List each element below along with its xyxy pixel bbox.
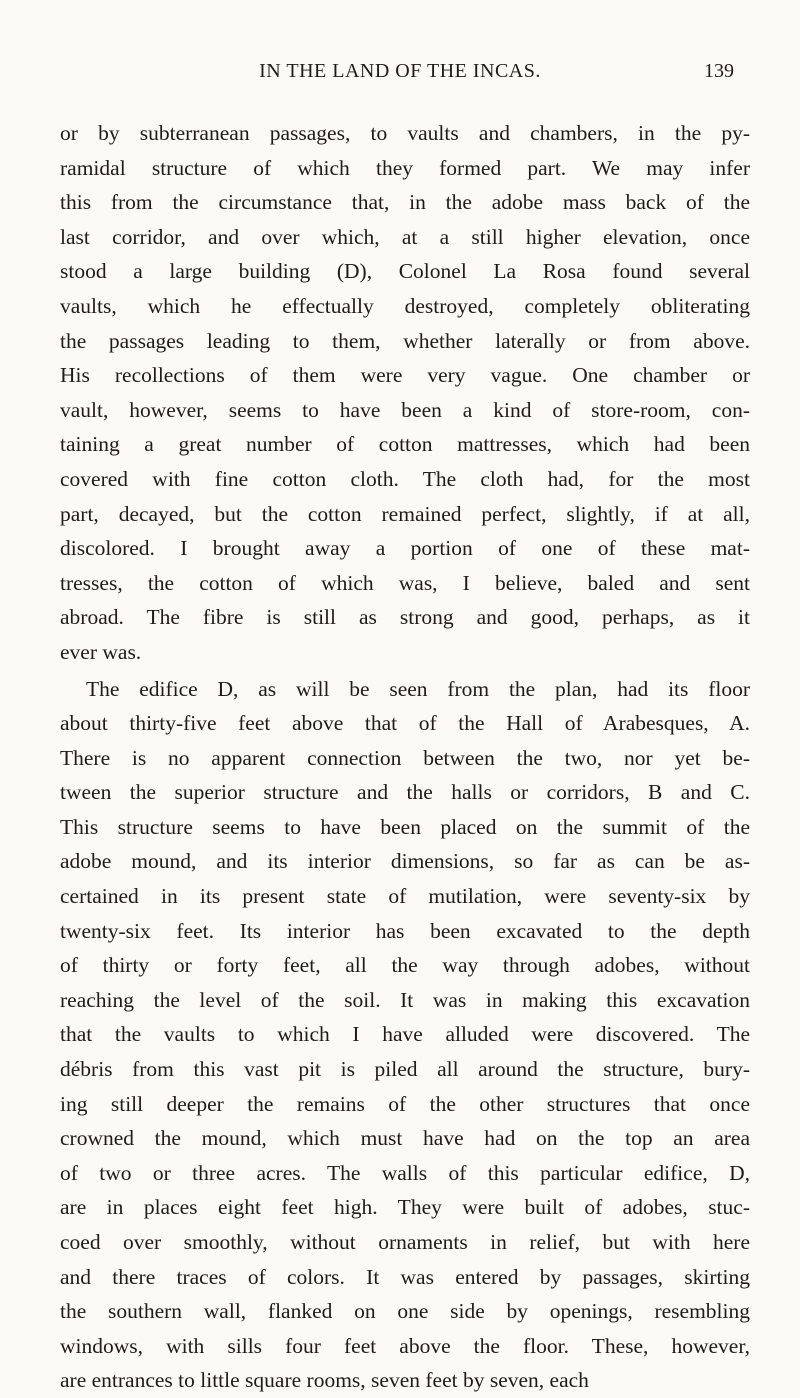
text-line: or by subterranean passages, to vaults and chambers, in the py-: [60, 121, 750, 145]
text-line: This structure seems to have been placed on the summit of the: [60, 814, 750, 839]
body-text: [60, 116, 750, 1398]
text-line: certained in its present state of mutilation, were seventy-six by: [60, 884, 750, 909]
text-line: débris from this vast pit is piled all around the structure, bury-: [60, 1057, 750, 1082]
text-line: ramidal structure of which they formed part. We may infer: [60, 155, 750, 180]
paragraph-1: [60, 116, 750, 670]
text-line: tween the superior structure and the halls or corridors, B and C.: [60, 780, 750, 805]
text-line: taining a great number of cotton mattresses, which had been: [60, 432, 750, 457]
text-line: of two or three acres. The walls of this particular edifice, D,: [60, 1160, 750, 1185]
text-line: about thirty-five feet above that of the Hall of Arabesques, A.: [60, 711, 750, 736]
text-line: coed over smoothly, without ornaments in relief, but with here: [60, 1230, 750, 1254]
text-line: twenty-six feet. Its interior has been excavated to the depth: [60, 918, 750, 943]
text-line: vaults, which he effectually destroyed, completely obliterating: [60, 293, 750, 318]
page-number: 139: [704, 60, 734, 82]
text-line: reaching the level of the soil. It was in making this excavation: [60, 987, 750, 1012]
text-line: the passages leading to them, whether laterally or from above.: [60, 328, 750, 353]
text-line: adobe mound, and its interior dimensions, so far as can be as-: [60, 849, 750, 874]
text-line: The edifice D, as will be seen from the plan, had its floor: [86, 676, 750, 701]
text-line: windows, with sills four feet above the floor. These, however,: [60, 1333, 750, 1358]
text-line: part, decayed, but the cotton remained perfect, slightly, if at all,: [60, 501, 750, 526]
text-line: tresses, the cotton of which was, I believe, baled and sent: [60, 570, 750, 595]
text-line: that the vaults to which I have alluded were discovered. The: [60, 1022, 750, 1047]
paragraph-2: [60, 672, 750, 1398]
text-line: are in places eight feet high. They were built of adobes, stuc-: [60, 1195, 750, 1220]
running-head: [60, 60, 740, 100]
text-line: discolored. I brought away a portion of one of these mat-: [60, 536, 750, 561]
running-title: IN THE LAND OF THE INCAS.: [259, 60, 541, 82]
text-line: the southern wall, flanked on one side by openings, resembling: [60, 1299, 750, 1324]
text-line: of thirty or forty feet, all the way through adobes, without: [60, 953, 750, 978]
text-line: abroad. The fibre is still as strong and good, perhaps, as it: [60, 605, 750, 630]
text-line: last corridor, and over which, at a still higher elevation, once: [60, 224, 750, 249]
text-line: crowned the mound, which must have had on the top an area: [60, 1126, 750, 1151]
text-line: this from the circumstance that, in the adobe mass back of the: [60, 190, 750, 215]
text-line: His recollections of them were very vague. One chamber or: [60, 363, 750, 388]
text-line: ing still deeper the remains of the other structures that once: [60, 1091, 750, 1116]
text-line: stood a large building (D), Colonel La Rosa found several: [60, 259, 750, 284]
text-line: covered with fine cotton cloth. The cloth had, for the most: [60, 466, 750, 491]
text-line: ever was.: [60, 639, 142, 664]
text-line: vault, however, seems to have been a kind of store-room, con-: [60, 397, 750, 422]
text-line: There is no apparent connection between the two, nor yet be-: [60, 745, 750, 770]
text-line: and there traces of colors. It was entered by passages, skirting: [60, 1264, 750, 1289]
text-line: are entrances to little square rooms, seven feet by seven, each: [60, 1368, 589, 1393]
